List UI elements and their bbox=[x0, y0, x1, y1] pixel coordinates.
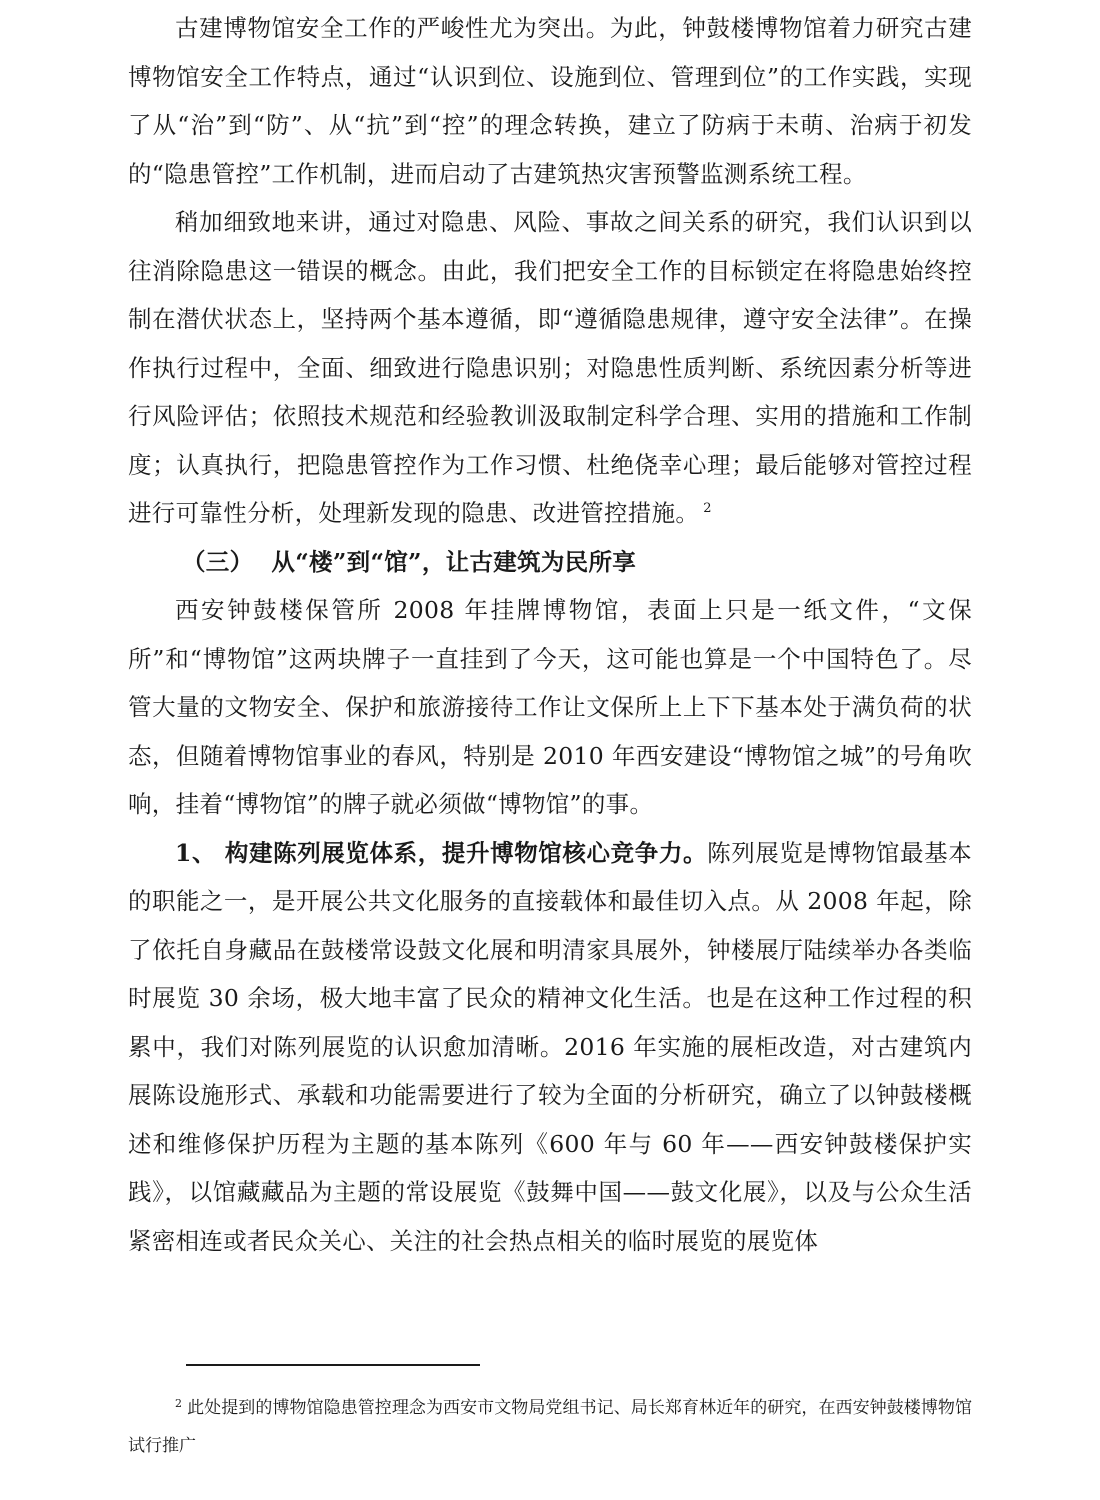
paragraph-text: 稍加细致地来讲，通过对隐患、风险、事故之间关系的研究，我们认识到以往消除隐患这一错误的概念。由此，我们把安全工作的目标锁定在将隐患始终控制在潜伏状态上，坚持两个基本遵循，即“遵循隐患规律，遵守安全法律”。在操作执行过程中，全面、细致进行隐患识别；对隐患性质判断、系统因素分析等进行风险评估；依照技术规范和经验教训汲取制定科学合理、实用的措施和工作制度；认真执行，把隐患管控作为工作习惯、杜绝侥幸心理；最后能够对管控过程进行可靠性分析，处理新发现的隐患、改进管控措施。 bbox=[128, 208, 972, 527]
paragraph-text: 古建博物馆安全工作的严峻性尤为突出。为此，钟鼓楼博物馆着力研究古建博物馆安全工作特点，通过“认识到位、设施到位、管理到位”的工作实践，实现了从“治”到“防”、从“抗”到“控”的理念转换，建立了防病于未萌、治病于初发的“隐患管控”工作机制，进而启动了古建筑热灾害预警监测系统工程。 bbox=[128, 14, 972, 188]
paragraph-museum-history bbox=[128, 586, 972, 829]
paragraph-text: 陈列展览是博物馆最基本的职能之一，是开展公共文化服务的直接载体和最佳切入点。从 2008 年起，除了依托自身藏品在鼓楼常设鼓文化展和明清家具展外，钟楼展厅陆续举办各类临时展览 30 余场，极大地丰富了民众的精神文化生活。也是在这种工作过程的积累中，我们对陈列展览的认识愈加清晰。2016 年实施的展柜改造，对古建筑内展陈设施形式、承载和功能需要进行了较为全面的分析研究，确立了以钟鼓楼概述和维修保护历程为主题的基本陈列《600 年与 60 年——西安钟鼓楼保护实践》，以馆藏藏品为主题的常设展览《鼓舞中国——鼓文化展》，以及与公众生活紧密相连或者民众关心、关注的社会热点相关的临时展览的展览体 bbox=[128, 838, 972, 1255]
section-heading bbox=[128, 538, 972, 587]
paragraph-hazard-control bbox=[128, 198, 972, 538]
body-text bbox=[128, 4, 972, 1265]
section-number: （三） bbox=[182, 547, 254, 576]
section-title: 从“楼”到“馆”，让古建筑为民所享 bbox=[271, 547, 637, 576]
paragraph-exhibition-system bbox=[128, 829, 972, 1266]
footnote-text: 此处提到的博物馆隐患管控理念为西安市文物局党组书记、局长郑育林近年的研究，在西安钟鼓楼博物馆试行推广 bbox=[128, 1398, 972, 1456]
footnote bbox=[128, 1389, 972, 1465]
point-heading: 1、 构建陈列展览体系，提升博物馆核心竞争力。 bbox=[175, 838, 708, 867]
paragraph-safety-concept bbox=[128, 4, 972, 198]
paragraph-text: 西安钟鼓楼保管所 2008 年挂牌博物馆，表面上只是一纸文件，“文保所”和“博物馆”这两块牌子一直挂到了今天，这可能也算是一个中国特色了。尽管大量的文物安全、保护和旅游接待工作让文保所上上下下基本处于满负荷的状态，但随着博物馆事业的春风，特别是 2010 年西安建设“博物馆之城”的号角吹响，挂着“博物馆”的牌子就必须做“博物馆”的事。 bbox=[128, 596, 972, 818]
footnote-reference[interactable]: 2 bbox=[703, 501, 712, 516]
footnote-divider bbox=[186, 1364, 480, 1366]
footnote-marker: 2 bbox=[175, 1397, 182, 1410]
